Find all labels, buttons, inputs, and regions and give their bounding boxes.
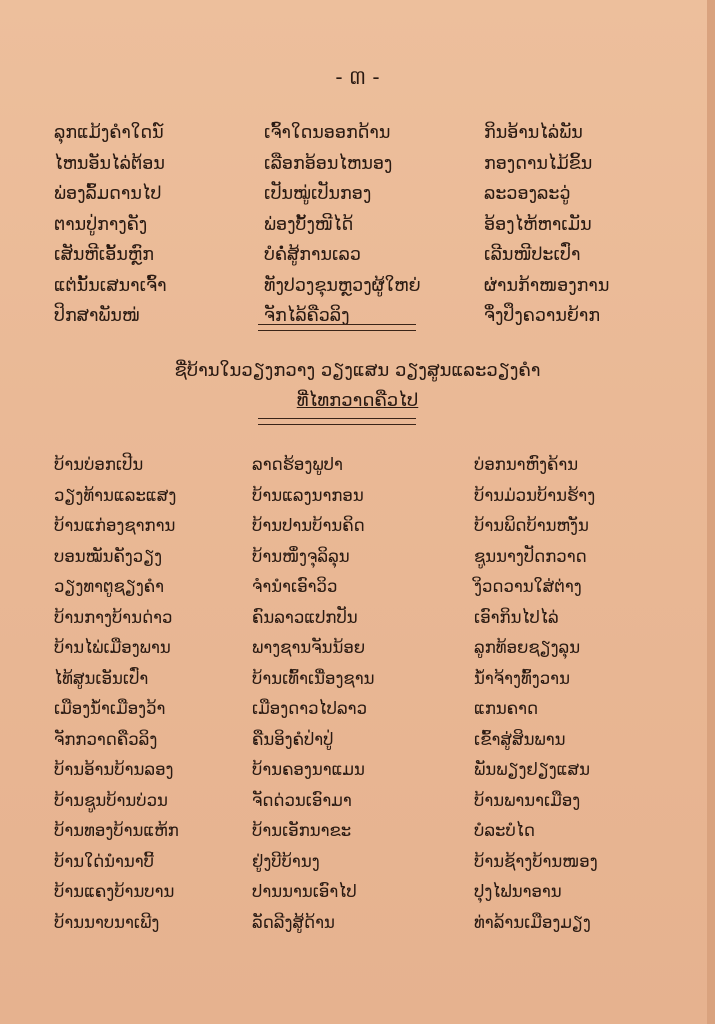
place-name: ປານນານເອົາໄປ [252, 882, 357, 901]
place-name: ບ້ານພິດບ້ານຫງັນ [474, 516, 589, 535]
place-row [54, 725, 674, 756]
page-edge [707, 0, 715, 1024]
place-row [54, 450, 674, 481]
verse-phrase: ຈຶ່ງປຶງຄວານຍ້າກ [484, 306, 601, 326]
place-name: ບ້ານມ່ວນບ້ານຮ້າງ [474, 485, 596, 505]
place-name: ນ້ຳຈ້າງທົ້ງວານ [474, 668, 570, 688]
verse-phrase: ເລີນໜີປະເປົ່າ [484, 245, 581, 265]
verse-line [54, 271, 654, 302]
place-name: ປຸງໄຟນາອານ [474, 882, 562, 901]
verse-line [54, 149, 654, 180]
place-row [54, 908, 674, 939]
place-name: ເອົາກິນໄປໄລ່ [474, 607, 559, 627]
place-name: ງິວດວານໃສ່ຕ່າງ [474, 577, 582, 596]
place-name: ເຂົ້າສູ່ສິນພານ [474, 729, 566, 749]
verse-phrase: ເຈົ້າໃດນອອກດ້ານ [264, 123, 391, 143]
section-heading-line1: ຊື່ບ້ານໃນວຽງກວາງ ວຽງແສນ ວຽງສູນແລະວຽງຄຳ [174, 360, 541, 381]
place-name: ລັດລີງສູ້ດ້ານ [252, 912, 335, 932]
verse-phrase: ເລືອກອ້ອນໄຫນອງ [264, 153, 393, 174]
verse-phrase: ໄຫນອັນໄລ່ຕ້ອນ [54, 153, 165, 174]
divider-rule-bottom [258, 418, 416, 425]
place-name: ບ້ານນາບນາເພີງ [54, 912, 160, 932]
place-row [54, 664, 674, 695]
place-row [54, 694, 674, 725]
place-name: ບ້ານພານາເມືອງ [474, 790, 581, 810]
place-row [54, 603, 674, 634]
place-name: ພາງຊານຈັນນ້ອຍ [252, 638, 366, 657]
divider-rule-top [258, 324, 416, 331]
place-name: ບ້ານແລງນາກອນ [252, 485, 364, 505]
verse-block [54, 118, 654, 332]
place-name: ລາດຮ້ອງພູປາ [252, 455, 343, 474]
place-name: ບ້ານແຄງບ້ານບານ [54, 882, 175, 901]
place-name: ບ່ອກນາຫົງຄ້ານ [474, 455, 579, 474]
place-name: ໄທ້ສູນເອັນເປົ່າ [54, 668, 149, 688]
verse-phrase: ພ່ອງບັ້ງໜີໄດ້ [264, 214, 354, 235]
place-row [54, 542, 674, 573]
place-row [54, 755, 674, 786]
verse-phrase: ກອງດານໄມ້ຂິ້ນ [484, 153, 593, 174]
verse-phrase: ພ່ອງລົ້ມດານໄປ [54, 184, 162, 204]
place-name: ຈຳນຳເອົາວິວ [252, 577, 338, 596]
place-name: ບອນໝັນຄັງວຽງ [54, 546, 163, 566]
place-name: ບໍລະບໍໄດ [474, 821, 535, 840]
verse-phrase: ອ້ອງໄຫ້ຫາເມັນ [484, 214, 592, 235]
verse-line [54, 179, 654, 210]
place-name: ບ້ານກາງບ້ານດ່າວ [54, 607, 173, 627]
place-name: ບ້ານເທົ້າເນື່ອງຊານ [252, 668, 375, 688]
place-name: ຈັກກວາດຄືວລິງ [54, 729, 158, 749]
place-name: ບ້ານປານບ້ານຄິດ [252, 516, 365, 535]
place-row [54, 877, 674, 908]
verse-phrase: ລະວອງລະວູ່ [484, 184, 571, 204]
place-name: ບ້ານໜຶ່ງຈຸລິລຸນ [252, 546, 350, 566]
place-row [54, 847, 674, 878]
place-name: ຊູນນາງປັດກວາດ [474, 546, 587, 566]
verse-phrase: ລຸກແມ້ງຄຳໃດນ໌ [54, 123, 164, 143]
verse-phrase: ບໍຄໍ່ສູ້ການເລວ [264, 245, 361, 265]
place-name: ຄົນລາວແປກປັນ [252, 607, 358, 627]
place-name: ບ້ານແກ່ອງຊາການ [54, 516, 176, 535]
place-row [54, 786, 674, 817]
verse-line [54, 240, 654, 271]
place-name: ບ້ານຊູນບ້ານບ່ວນ [54, 790, 168, 810]
place-name: ເມືອງນ້ຳເມືອງວ້າ [54, 699, 166, 718]
place-name: ທ່າລ້ານເມືອງມຽງ [474, 912, 591, 932]
place-name: ບ້ານຄອງນາແມນ [252, 760, 365, 779]
place-name: ບ້ານອ້ານບ້ານລອງ [54, 760, 174, 779]
place-name: ບ້ານທອງບ້ານແຫ້ກ [54, 821, 179, 840]
place-list [54, 450, 674, 938]
place-name: ຈັດດ່ວນເອົາມາ [252, 790, 352, 810]
verse-line [54, 210, 654, 241]
place-name: ບ້ານໃດ່ນຳນາບີ້ [54, 851, 154, 871]
place-name: ບ້ານຊ້າງບ້ານໜອງ [474, 851, 598, 871]
section-heading-line2: ທີ່ໄທກວາດຄືວໄປ [296, 390, 419, 411]
place-name: ຢູ່ງບີບ້ານງ [252, 851, 320, 871]
place-row [54, 633, 674, 664]
place-name: ແກນຄາດ [474, 699, 539, 718]
place-row [54, 481, 674, 512]
place-name: ເມືອງດາວໄປລາວ [252, 699, 368, 718]
place-name: ລູກທ້ອຍຊຽງລຸນ [474, 638, 581, 657]
verse-phrase: ກິນອ້ານໄລ່ພັນ [484, 123, 583, 143]
verse-phrase: ຕານປູ່ກາງຄັງ [54, 214, 148, 235]
verse-phrase: ເສັນຫີເອັ້ນຫຼົກ [54, 245, 154, 265]
place-name: ວຽງທ້ານແລະແສງ [54, 485, 177, 505]
place-name: ບ້ານໄພ່ເມືອງພານ [54, 638, 171, 657]
verse-phrase: ປິກສາພັນໜ່ [54, 306, 140, 326]
place-name: ບ້ານເອັກນາຂະ [252, 821, 352, 840]
place-name: ວຽງທາຕູຊຽງຄຳ [54, 577, 165, 596]
place-row [54, 572, 674, 603]
place-row [54, 511, 674, 542]
verse-phrase: ເປັນໝູ່ເປັນກອງ [264, 184, 372, 204]
place-name: ຄືນອິງຄໍປ່າປູ່ [252, 729, 334, 749]
verse-phrase: ແຕ່ນັ້ນເສນາເຈົ້າ [54, 275, 167, 296]
place-row [54, 816, 674, 847]
verse-phrase: ຈັກໄລ້ຄືວລິງ [264, 306, 350, 326]
verse-phrase: ຜ່ານກ້າໜອງການ [484, 275, 610, 296]
place-name: ບ້ານບ່ອກເປີນ [54, 455, 144, 474]
page-number: - ៣ - [335, 65, 380, 89]
verse-phrase: ທັງປວງຂຸນຫຼວງຜູ້ໃຫຍ່ [264, 275, 421, 296]
place-name: ພັນພຽງຢຽງແສນ [474, 760, 590, 779]
verse-line [54, 118, 654, 149]
